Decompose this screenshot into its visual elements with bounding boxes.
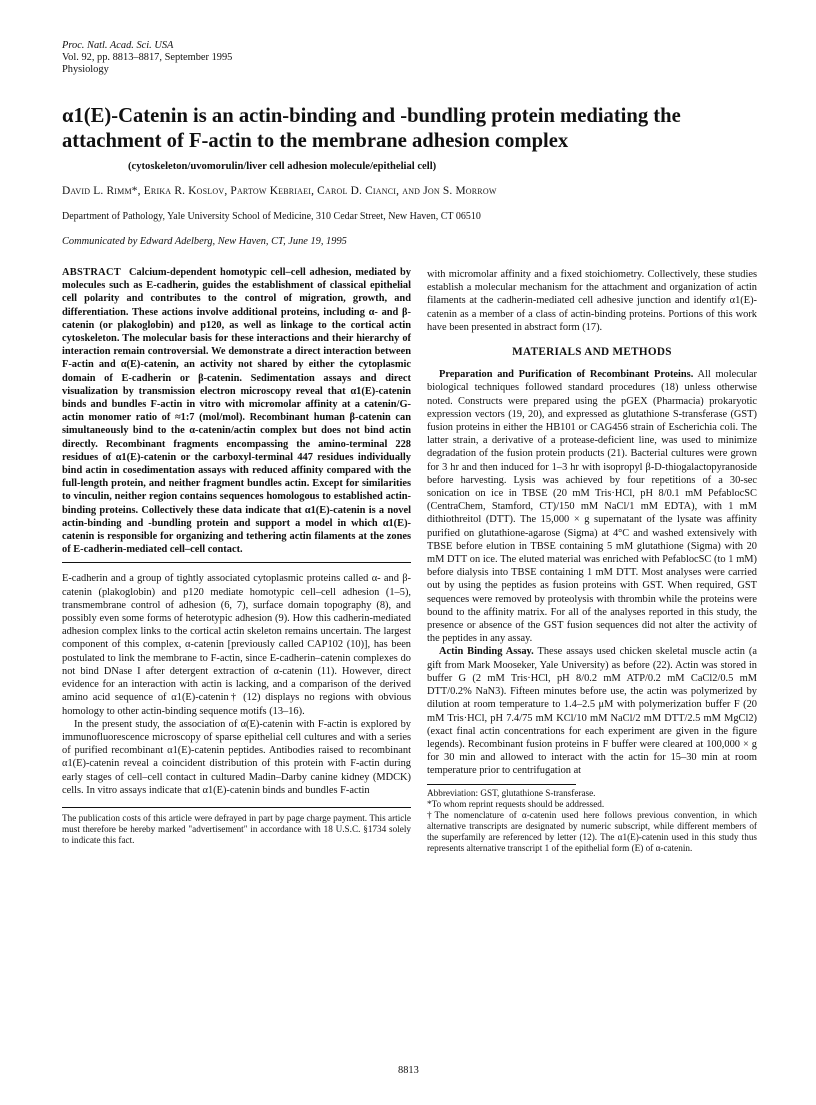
prep-text: All molecular biological techniques followed standard procedures (18) unless otherwise noted. Constructs were prepared using the pGEX (Pharmacia) prokaryotic expression vectors (19, 20), and expressed as glutathione S-transferase (GST) fusion proteins in either the HB101 or CAG456 strain of Escherichia coli. The latter strain, a derivative of a protease-deficient line, was used to minimize degradation of the fusion protein products (21). Bacterial cultures were grown for 3 hr and then induced for 1–3 hr with isopropyl β-D-thiogalactopyranoside before harvesting. Lysis was achieved by four repetitions of a 30-sec sonication on ice in TBSE (20 mM Tris·HCl, pH 8/0.1 mM PefablocSC (CentraChem, Stamford, CT)/150 mM NaCl/1 mM EDTA), with 1 mM dithiothreitol (DTT). The 15,000 × g supernatant of the lysate was affinity purified on glutathione-agarose (Sigma) at 4°C and washed extensively with TBSE before elution in TBSE containing 5 mM glutathione (Sigma) with 20 mM DTT on ice. The eluted material was enriched with PefablocSC (to 1 mM) before dialysis into TBSE containing 1 mM DTT. Most analyses were carried out by using the peptides as fusion proteins with GST. When required, GST sequences were removed by proteolysis with thrombin while the proteins were bound to the affinity matrix. For all of the analyses reported in this study, the presence or absence of the GST fusion sequences did not alter the activity of the peptides in any assay. [427,369,757,645]
section-heading: MATERIALS AND METHODS [512,346,672,359]
keywords: (cytoskeleton/uvomorulin/liver cell adhesion molecule/epithelial cell) [128,161,437,172]
journal-header [62,40,232,76]
journal-volume: Vol. 92, pp. 8813–8817, September 1995 [62,52,233,63]
actin-paragraph [427,645,757,777]
note-reprint: *To whom reprint requests should be addressed. [427,798,605,809]
footnote-divider [62,807,411,808]
page-number: 8813 [398,1065,419,1076]
notes [427,788,757,854]
journal-section: Physiology [62,64,109,75]
journal-name: Proc. Natl. Acad. Sci. USA [62,40,174,51]
publication-note: The publication costs of this article were defrayed in part by page charge payment. This article must therefore be hereby marked "advertisement" in accordance with 18 U.S.C. §1734 solely to indicate this fact. [62,812,411,845]
actin-heading: Actin Binding Assay. [439,646,534,658]
left-column [62,266,411,846]
abstract [62,266,411,556]
article-title: α1(E)-Catenin is an actin-binding and -bundling protein mediating the attachment of F-actin to the membrane adhesion complex [62,105,681,152]
intro-continuation: with micromolar affinity and a fixed stoichiometry. Collectively, these studies establish a molecular mechanism for the attachment and organization of actin filaments at the cadherin-mediated cell adhesive junction and identify α1(E)-catenin as a member of a class of actin-binding proteins. Portions of this work have been presented in abstract form (17). [427,269,757,333]
intro-paragraph-2: In the present study, the association of α(E)-catenin with F-actin is explored by immunofluorescence microscopy of sparse epithelial cell cultures and with a series of purified recombinant α1(E)-catenin peptides. Antibodies raised to recombinant α1(E)-catenin reveal a coincident distribution of this protein with F-actin during early stages of cell–cell contact in cultured Madin–Darby canine kidney (MDCK) cells. In vitro assays indicate that α1(E)-catenin binds and bundles F-actin [62,718,411,796]
affiliation: Department of Pathology, Yale University School of Medicine, 310 Cedar Street, New Haven, CT 06510 [62,211,481,222]
authors: David L. Rimm*, Erika R. Koslov, Partow Kebriaei, Carol D. Cianci, and Jon S. Morrow [62,185,497,197]
note-abbreviation: Abbreviation: GST, glutathione S-transferase. [427,787,596,798]
communicated-by: Communicated by Edward Adelberg, New Haven, CT, June 19, 1995 [62,236,347,247]
right-column [427,268,757,854]
prep-paragraph [427,368,757,645]
abstract-divider [62,562,411,563]
intro-paragraph-1: E-cadherin and a group of tightly associated cytoplasmic proteins called α- and β-catenin (plakoglobin) and p120 mediate homotypic cell–cell adhesion (1–5), transmembrane control of adhesion (6, 7), surface domain topography (8), and possibly even some forms of heterotypic adhesion (9). How this cadherin-mediated adhesion complex links to the cortical actin skeleton remains uncertain. The largest component of this complex, α-catenin [previously called CAP102 (10)], has been postulated to link the membrane to F-actin, since E-cadherin–catenin complexes do not bind DNase I after detergent extraction of α-catenin (11). However, direct evidence for an interaction with actin is lacking, and a comparison of the derived amino acid sequence of α1(E)-catenin† (12) displays no regions with obvious homology to other actin-binding sequence motifs (13–16). [62,573,411,717]
actin-text: These assays used chicken skeletal muscle actin (a gift from Mark Mooseker, Yale University) as before (22). Actin was stored in buffer G (2 mM Tris·HCl, pH 8/0.2 mM ATP/0.2 mM CaCl2/0.5 mM DTT/0.2% NaN3). Fifteen minutes before use, the actin was polymerized by dilution at room temperature to 1.4–2.5 μM with polymerization buffer F (20 mM Tris·HCl, pH 7.4/75 mM KCl/10 mM NaCl/2 mM DTT/2.5 mM MgCl2) (exact final actin concentrations for each experiment are given in the figure legends). Recombinant fusion proteins in F buffer were cleared at 100,000 × g for 30 min and allowed to interact with the actin for 15–30 min at room temperature prior to centrifugation at [427,646,757,777]
abstract-label: ABSTRACT [62,267,121,278]
prep-heading: Preparation and Purification of Recombinant Proteins. [439,369,694,381]
note-nomenclature: †The nomenclature of α-catenin used here follows previous convention, in which alternative transcripts are designated by numeric subscript, while different members of the superfamily are referenced by letter (12). The α1(E)-catenin used in this study thus represents alternative transcript 1 of the epithelial form (E) of α-catenin. [427,809,757,853]
abstract-text: Calcium-dependent homotypic cell–cell adhesion, mediated by molecules such as E-cadherin, guides the establishment of classical epithelial cell polarity and contributes to the control of migration, growth, and differentiation. These actions involve additional proteins, including α- and β-catenin (or plakoglobin) and p120, as well as linkage to the cortical actin cytoskeleton. The molecular basis for these interactions and their hierarchy of interaction remain controversial. We demonstrate a direct interaction between F-actin and α(E)-catenin, an activity not shared by either the cytoplasmic domain of E-cadherin or β-catenin. Sedimentation assays and direct visualization by transmission electron microscopy reveal that α1(E)-catenin binds and bundles F-actin in vitro with micromolar affinity at a catenin/G-actin monomer ratio of ≈1:7 (mol/mol). Recombinant human β-catenin can simultaneously bind to the α-catenin/actin complex but does not bind actin directly. Recombinant fragments encompassing the amino-terminal 228 residues of α1(E)-catenin or the carboxyl-terminal 447 residues individually bind actin in cosedimentation assays with reduced affinity compared with the full-length protein, and neither fragment bundles actin. Except for similarities to vinculin, neither region contains sequences homologous to established actin-binding proteins. Collectively these data indicate that α1(E)-catenin is a novel actin-binding and -bundling protein and support a model in which α1(E)-catenin is responsible for organizing and tethering actin filaments at the zones of E-cadherin-mediated cell–cell contact. [62,267,411,556]
notes-divider [427,784,576,785]
